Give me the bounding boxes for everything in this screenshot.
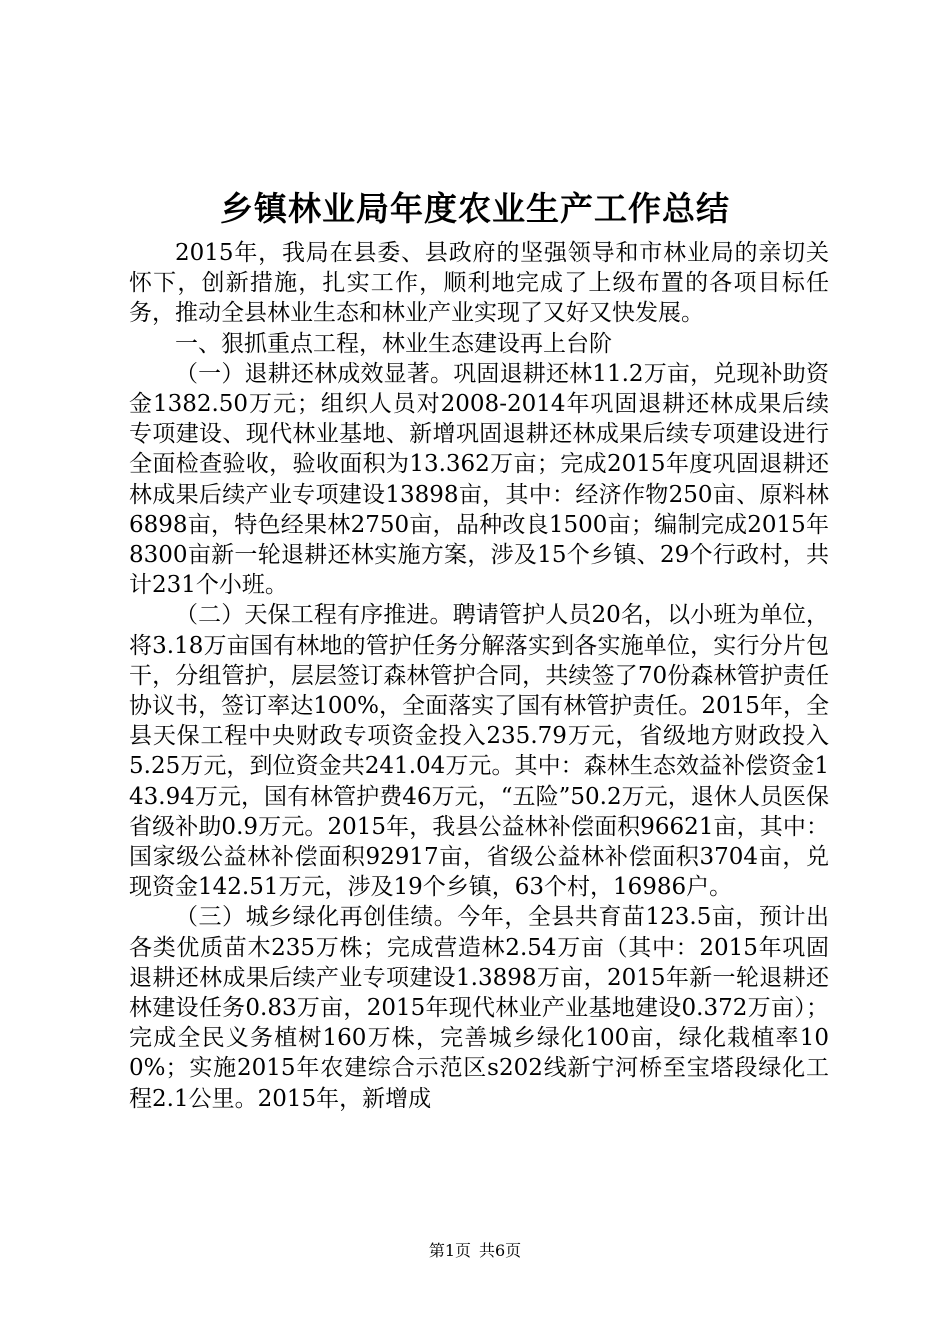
paragraph-returning-farmland: （一）退耕还林成效显著。巩固退耕还林11.2万亩，兑现补助资金1382.50万元；组织人员对2008-2014年巩固退耕还林成果后续专项建设、现代林业基地、新增巩固退耕还林成果后续专项建设进行全面检查验收，验收面积为13.362万亩；完成2015年度巩固退耕还林成果后续产业专项建设13898亩，其中：经济作物250亩、原料林6898亩，特色经果林2750亩，品种改良1500亩；编制完成2015年8300亩新一轮退耕还林实施方案，涉及15个乡镇、29个行政村，共计231个小班。 — [129, 360, 829, 599]
document-body — [129, 238, 829, 1114]
section-heading-1: 一、狠抓重点工程，林业生态建设再上台阶 — [175, 330, 612, 357]
page-footer — [0, 1240, 950, 1262]
intro-paragraph: 2015年，我局在县委、县政府的坚强领导和市林业局的亲切关怀下，创新措施，扎实工作，顺利地完成了上级布置的各项目标任务，推动全县林业生态和林业产业实现了又好又快发展。 — [129, 240, 829, 327]
paragraph-urban-rural-greening: （三）城乡绿化再创佳绩。今年，全县共育苗123.5亩，预计出各类优质苗木235万株；完成营造林2.54万亩（其中：2015年巩固退耕还林成果后续产业专项建设1.3898万亩，2015年新一轮退耕还林建设任务0.83万亩，2015年现代林业产业基地建设0.372万亩）；完成全民义务植树160万株，完善城乡绿化100亩，绿化栽植率100%；实施2015年农建综合示范区s202线新宁河桥至宝塔段绿化工程2.1公里。2015年，新增成 — [129, 904, 829, 1112]
paragraph-forest-protection: （二）天保工程有序推进。聘请管护人员20名，以小班为单位，将3.18万亩国有林地的管护任务分解落实到各实施单位，实行分片包干，分组管护，层层签订森林管护合同，共续签了70份森林管护责任协议书，签订率达100%，全面落实了国有林管护责任。2015年，全县天保工程中央财政专项资金投入235.79万元，省级地方财政投入5.25万元，到位资金共241.04万元。其中：森林生态效益补偿资金143.94万元，国有林管护费46万元，“五险”50.2万元，退休人员医保省级补助0.9万元。2015年，我县公益林补偿面积96621亩，其中：国家级公益林补偿面积92917亩，省级公益林补偿面积3704亩，兑现资金142.51万元，涉及19个乡镇，63个村，16986户。 — [129, 602, 829, 901]
document-title: 乡镇林业局年度农业生产工作总结 — [220, 189, 730, 228]
page-total: 共6页 — [479, 1241, 522, 1260]
page-number: 第1页 — [428, 1241, 471, 1260]
